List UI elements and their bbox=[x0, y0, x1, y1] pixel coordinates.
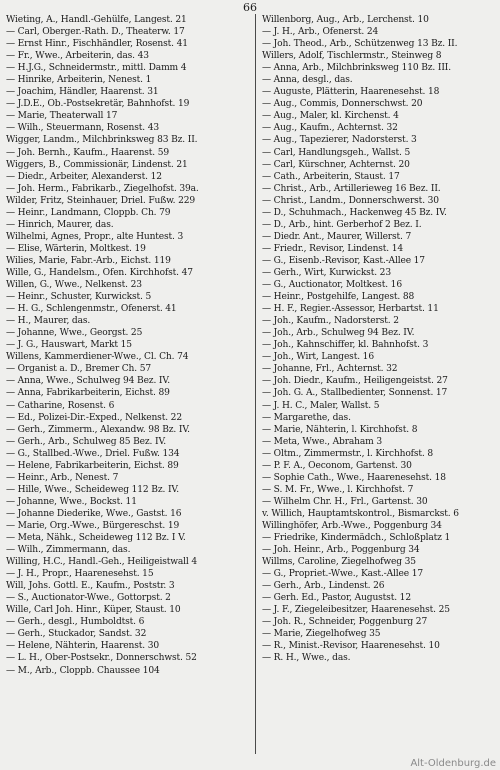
directory-entry: — S., Auctionator-Wwe., Gottorpst. 2 bbox=[6, 593, 171, 604]
directory-entry: — Marie, Nähterin, l. Kirchhofst. 8 bbox=[262, 424, 418, 435]
directory-entry: — Joh. R., Schneider, Poggenburg 27 bbox=[262, 617, 428, 628]
directory-entry: — J. G., Hauswart, Markt 15 bbox=[6, 340, 132, 351]
directory-entry: — Helene, Nähterin, Haarenst. 30 bbox=[6, 641, 160, 652]
directory-entry: Wigger, Landm., Milchbrinksweg 83 Bz. II. bbox=[6, 135, 198, 146]
directory-entry: Willens, Kammerdiener-Wwe., Cl. Ch. 74 bbox=[6, 352, 189, 363]
directory-entry: Wilder, Fritz, Steinhauer, Driel. Fußw. 229 bbox=[6, 195, 196, 206]
directory-entry: — Anna, desgl., das. bbox=[262, 75, 353, 86]
directory-entry: — J. F., Ziegeleibesitzer, Haarenesehst. 25 bbox=[262, 605, 450, 616]
directory-entry: — Carl, Handlungsgeh., Wallst. 5 bbox=[262, 147, 411, 158]
directory-entry: — Fr., Wwe., Arbeiterin, das. 43 bbox=[6, 51, 149, 62]
directory-entry: — Anna, Wwe., Schulweg 94 Bez. IV. bbox=[6, 376, 170, 387]
directory-entry: — Meta, Wwe., Abraham 3 bbox=[262, 436, 383, 447]
directory-entry: — Joh., Arb., Schulweg 94 Bez. IV. bbox=[262, 328, 415, 339]
directory-entry: — Anna, Fabrikarbeiterin, Eichst. 89 bbox=[6, 388, 170, 399]
directory-entry: — Johanne, Frl., Achternst. 32 bbox=[262, 364, 398, 375]
directory-entry: — Friedr., Revisor, Lindenst. 14 bbox=[262, 243, 404, 254]
directory-entry: — M., Arb., Cloppb. Chaussee 104 bbox=[6, 665, 160, 676]
directory-entry: — Johanne, Wwe., Bockst. 11 bbox=[6, 496, 137, 507]
directory-entry: Wilies, Marie, Fabr.-Arb., Eichst. 119 bbox=[6, 255, 171, 266]
directory-entry: Willers, Adolf, Tischlermstr., Steinweg 8 bbox=[262, 51, 442, 62]
directory-entry: — Wilh., Zimmermann, das. bbox=[6, 545, 131, 556]
directory-entry: — Sophie Cath., Wwe., Haarenesehst. 18 bbox=[262, 472, 446, 483]
directory-entry: — Joh., Wirt, Langest. 16 bbox=[262, 352, 374, 363]
directory-entry: — Wilh., Steuermann, Rosenst. 43 bbox=[6, 123, 160, 134]
directory-entry: — Margarethe, das. bbox=[262, 412, 351, 423]
directory-entry: — Wilhelm Chr. H., Frl., Gartenst. 30 bbox=[262, 496, 428, 507]
directory-entry: — Joh. Herm., Fabrikarb., Ziegelhofst. 39a. bbox=[6, 183, 199, 194]
directory-entry: — Aug., Commis, Donnerschwst. 20 bbox=[262, 99, 423, 110]
right-column bbox=[262, 14, 498, 665]
directory-entry: — Gerh., Arb., Schulweg 85 Bez. IV. bbox=[6, 436, 167, 447]
directory-entry: — Joh. Bernh., Kaufm., Haarenst. 59 bbox=[6, 147, 170, 158]
directory-entry: — Johanne Diederike, Wwe., Gastst. 16 bbox=[6, 508, 182, 519]
directory-entry: — Heinr., Arb., Nenest. 7 bbox=[6, 472, 119, 483]
directory-entry: — Gerh., Zimmerm., Alexandw. 98 Bz. IV. bbox=[6, 424, 190, 435]
directory-entry: — R. H., Wwe., das. bbox=[262, 653, 351, 664]
directory-entry: Wille, Carl Joh. Hinr., Küper, Staust. 10 bbox=[6, 605, 181, 616]
directory-entry: — S. M. Fr., Wwe., l. Kirchhofst. 7 bbox=[262, 484, 414, 495]
directory-entry: — Heinr., Schuster, Kurwickst. 5 bbox=[6, 292, 152, 303]
directory-entry: — Christ., Landm., Donnerschwerst. 30 bbox=[262, 195, 439, 206]
directory-entry: — D., Arb., hint. Gerberhof 2 Bez. I. bbox=[262, 219, 422, 230]
directory-entry: — J. H., Arb., Ofenerst. 24 bbox=[262, 27, 379, 38]
directory-entry: Will, Johs. Gottl. E., Kaufm., Poststr. 3 bbox=[6, 581, 175, 592]
directory-entry: — G., Auctionator, Moltkest. 16 bbox=[262, 280, 402, 291]
directory-entry: — Marie, Org.-Wwe., Bürgereschst. 19 bbox=[6, 520, 180, 531]
directory-entry: — Aug., Maler, kl. Kirchenst. 4 bbox=[262, 111, 399, 122]
directory-entry: — Joh., Kahnschiffer, kl. Bahnhofst. 3 bbox=[262, 340, 429, 351]
directory-entry: — J. H. C., Maler, Wallst. 5 bbox=[262, 400, 380, 411]
directory-entry: — Carl, Kürschner, Achternst. 20 bbox=[262, 159, 410, 170]
directory-entry: — Carl, Oberger.-Rath. D., Theaterw. 17 bbox=[6, 27, 185, 38]
directory-entry: — Aug., Tapezierer, Nadorsterst. 3 bbox=[262, 135, 417, 146]
directory-entry: Willenborg, Aug., Arb., Lerchenst. 10 bbox=[262, 15, 429, 25]
directory-entry: — Helene, Fabrikarbeiterin, Eichst. 89 bbox=[6, 460, 179, 471]
directory-entry: — H. F., Regier.-Assessor, Herbartst. 11 bbox=[262, 304, 439, 315]
directory-entry: — Friedrike, Kindermädch., Schloßplatz 1 bbox=[262, 533, 451, 544]
directory-entry: — Joh., Kaufm., Nadorsterst. 2 bbox=[262, 316, 399, 327]
directory-entry: Willen, G., Wwe., Nelkenst. 23 bbox=[6, 280, 142, 291]
directory-entry: Wiggers, B., Commissionär, Lindenst. 21 bbox=[6, 159, 188, 170]
directory-entry: — L. H., Ober-Postsekr., Donnerschwst. 52 bbox=[6, 653, 197, 664]
left-column bbox=[6, 14, 242, 677]
directory-entry: — G., Propriet.-Wwe., Kast.-Allee 17 bbox=[262, 569, 424, 580]
directory-entry: — Joh. Theod., Arb., Schützenweg 13 Bz. II. bbox=[262, 39, 458, 50]
directory-entry: — Diedr. Ant., Maurer, Willerst. 7 bbox=[262, 231, 412, 242]
directory-entry: — Auguste, Plätterin, Haarenesehst. 18 bbox=[262, 87, 440, 98]
directory-entry: — Marie, Ziegelhofweg 35 bbox=[262, 629, 381, 640]
directory-entry: — H. G., Schlengenmstr., Ofenerst. 41 bbox=[6, 304, 177, 315]
directory-entry: — G., Stallbed.-Wwe., Driel. Fußw. 134 bbox=[6, 448, 180, 459]
directory-entry: — Heinr., Landmann, Cloppb. Ch. 79 bbox=[6, 207, 171, 218]
directory-entry: — Hinrich, Maurer, das. bbox=[6, 219, 114, 230]
directory-entry: — Organist a. D., Bremer Ch. 57 bbox=[6, 364, 152, 375]
directory-entry: — Joachim, Händler, Haarenst. 31 bbox=[6, 87, 159, 98]
directory-entry: — Anna, Arb., Milchbrinksweg 110 Bz. III. bbox=[262, 63, 451, 74]
directory-entry: — Ernst Hinr., Fischhändler, Rosenst. 41 bbox=[6, 39, 188, 50]
directory-entry: — P. F. A., Oeconom, Gartenst. 30 bbox=[262, 460, 412, 471]
directory-entry: — Johanne, Wwe., Georgst. 25 bbox=[6, 328, 143, 339]
directory-entry: — D., Schuhmach., Hackenweg 45 Bz. IV. bbox=[262, 207, 447, 218]
directory-entry: — H.J.G., Schneidermstr., mittl. Damm 4 bbox=[6, 63, 187, 74]
directory-entry: — J.D.E., Ob.-Postsekretär, Bahnhofst. 19 bbox=[6, 99, 190, 110]
directory-entry: Wieting, A., Handl.-Gehülfe, Langest. 21 bbox=[6, 15, 187, 25]
directory-entry: — Catharine, Rosenst. 6 bbox=[6, 400, 115, 411]
directory-entry: — J. H., Propr., Haarenesehst. 15 bbox=[6, 569, 154, 580]
directory-entry: — G., Eisenb.-Revisor, Kast.-Allee 17 bbox=[262, 255, 425, 266]
directory-entry: — Oltm., Zimmermstr., l. Kirchhofst. 8 bbox=[262, 448, 434, 459]
directory-entry: — Elise, Wärterin, Moltkest. 19 bbox=[6, 243, 146, 254]
directory-entry: — Heinr., Postgehilfe, Langest. 88 bbox=[262, 292, 415, 303]
directory-entry: — R., Minist.-Revisor, Haarenesehst. 10 bbox=[262, 641, 440, 652]
directory-entry: — Christ., Arb., Artillerieweg 16 Bez. II. bbox=[262, 183, 441, 194]
directory-entry: — Gerh., desgl., Humboldtst. 6 bbox=[6, 617, 145, 628]
directory-entry: — Gerh., Arb., Lindenst. 26 bbox=[262, 581, 385, 592]
directory-entry: Wille, G., Handelsm., Ofen. Kirchhofst. 47 bbox=[6, 267, 193, 278]
column-divider bbox=[255, 14, 256, 754]
directory-entry: — Joh. G. A., Stallbedienter, Sonnenst. 17 bbox=[262, 388, 448, 399]
directory-entry: — Gerh., Stuckador, Sandst. 32 bbox=[6, 629, 147, 640]
directory-entry: — Diedr., Arbeiter, Alexanderst. 12 bbox=[6, 171, 162, 182]
directory-entry: v. Willich, Hauptamtskontrol., Bismarckst. 6 bbox=[262, 508, 459, 519]
directory-entry: Willing, H.C., Handl.-Geh., Heiligeistwall 4 bbox=[6, 557, 198, 568]
directory-entry: — Marie, Theaterwall 17 bbox=[6, 111, 118, 122]
page-number: 66 bbox=[243, 1, 257, 14]
directory-entry: Willms, Caroline, Ziegelhofweg 35 bbox=[262, 557, 416, 568]
directory-entry: — Cath., Arbeiterin, Staust. 17 bbox=[262, 171, 400, 182]
directory-entry: — Joh. Heinr., Arb., Poggenburg 34 bbox=[262, 545, 420, 556]
directory-entry: — Hinrike, Arbeiterin, Nenest. 1 bbox=[6, 75, 152, 86]
directory-entry: — Ed., Polizei-Dir.-Exped., Nelkenst. 22 bbox=[6, 412, 182, 423]
directory-entry: — Joh. Diedr., Kaufm., Heiligengeistst. 27 bbox=[262, 376, 448, 387]
watermark: Alt-Oldenburg.de bbox=[410, 758, 496, 769]
directory-entry: — Hille, Wwe., Scheideweg 112 Bz. IV. bbox=[6, 484, 179, 495]
directory-entry: — H., Maurer, das. bbox=[6, 316, 91, 327]
directory-entry: Willinghöfer, Arb.-Wwe., Poggenburg 34 bbox=[262, 520, 442, 531]
directory-entry: Wilhelmi, Agnes, Propr., alte Huntest. 3 bbox=[6, 231, 184, 242]
directory-entry: — Aug., Kaufm., Achternst. 32 bbox=[262, 123, 398, 134]
directory-entry: — Gerh. Ed., Pastor, Augustst. 12 bbox=[262, 593, 411, 604]
directory-entry: — Meta, Nähk., Scheideweg 112 Bz. I V. bbox=[6, 533, 186, 544]
directory-entry: — Gerh., Wirt, Kurwickst. 23 bbox=[262, 267, 391, 278]
